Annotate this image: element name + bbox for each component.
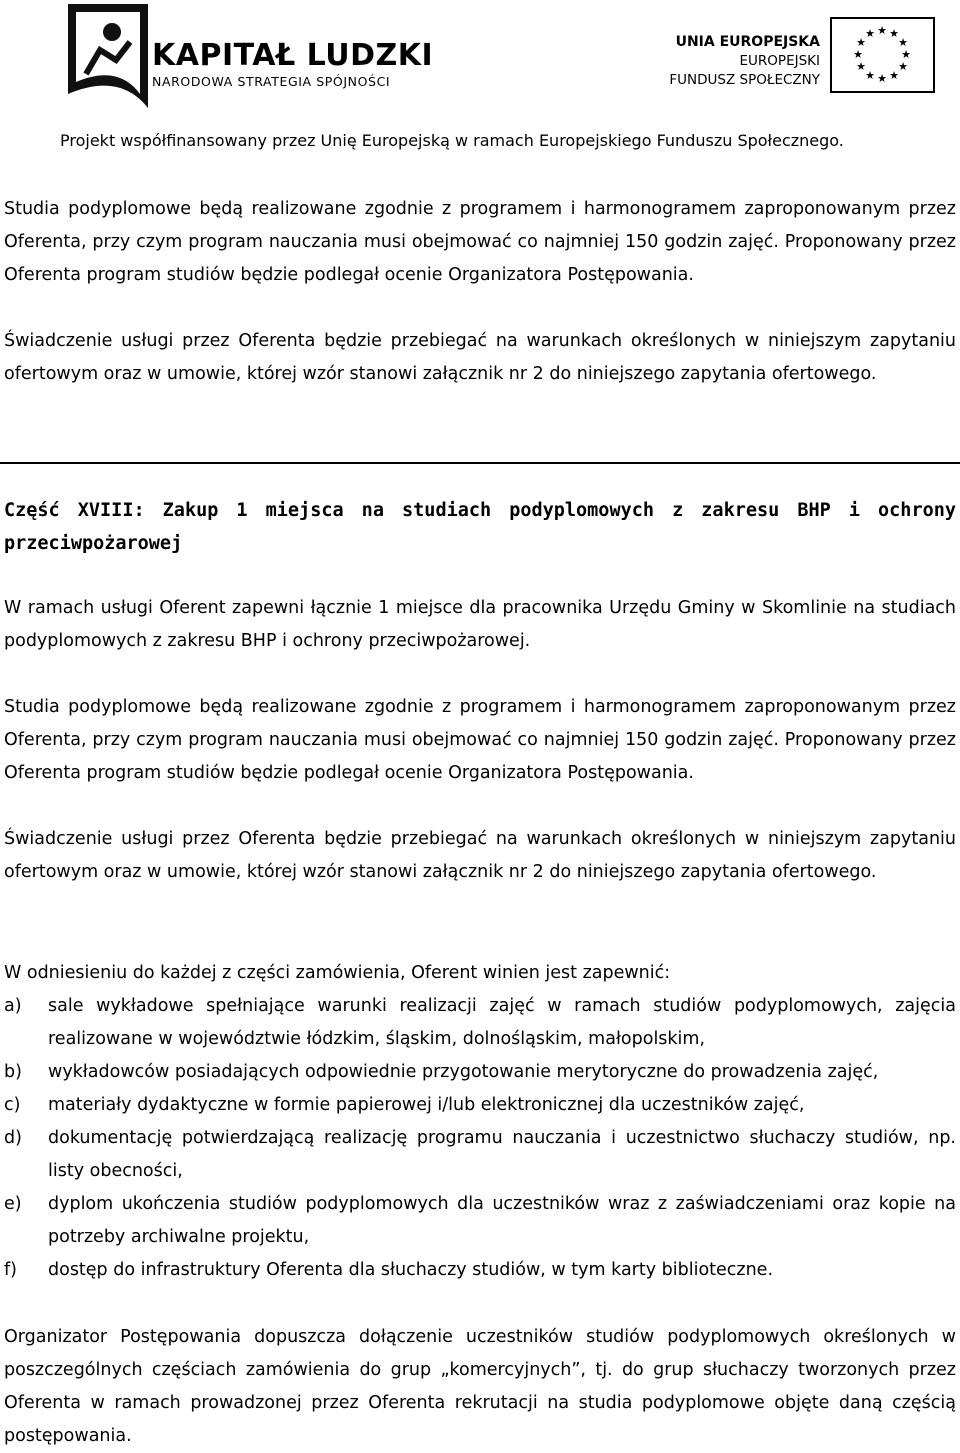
closing-paragraph: Organizator Postępowania dopuszcza dołączenie uczestników studiów podyplomowych określonych w poszczególnych częściach zamówienia do grup „komercyjnych”, tj. do grup słuchaczy tworzonych przez Oferenta w ramach prowadzonej przez Oferenta rekrutacji na studia podyplomowe objęte daną częścią postępowania.	[4, 1327, 956, 1446]
list-marker: e)	[4, 1194, 22, 1214]
eu-line-1: UNIA EUROPEJSKA	[675, 34, 820, 50]
svg-text:★: ★	[898, 36, 908, 49]
list-marker: c)	[4, 1095, 21, 1115]
kapital-ludzki-logo	[60, 2, 150, 110]
svg-text:★: ★	[865, 27, 875, 40]
eu-label	[669, 33, 820, 90]
list-item-text: sale wykładowe spełniające warunki realizacji zajęć w ramach studiów podyplomowych, zajęcia realizowane w województwie łódzkim, śląskim, dolnośląskim, małopolskim,	[48, 996, 956, 1049]
svg-text:★: ★	[901, 48, 911, 61]
list-intro: W odniesieniu do każdej z części zamówienia, Oferent winien jest zapewnić:	[4, 963, 671, 983]
svg-text:★: ★	[889, 27, 899, 40]
list-item	[4, 1254, 956, 1287]
eu-line-2: EUROPEJSKI	[739, 53, 820, 69]
svg-text:★: ★	[856, 60, 866, 73]
svg-text:★: ★	[877, 72, 887, 85]
list-item	[4, 1056, 956, 1089]
svg-text:★: ★	[853, 48, 863, 61]
svg-text:★: ★	[889, 69, 899, 82]
svg-text:★: ★	[856, 36, 866, 49]
section-heading: Część XVIII: Zakup 1 miejsca na studiach podyplomowych z zakresu BHP i ochrony przeciwpożarowej	[4, 500, 956, 554]
list-marker: a)	[4, 996, 22, 1016]
list-item-text: materiały dydaktyczne w formie papierowej i/lub elektronicznej dla uczestników zajęć,	[48, 1095, 805, 1115]
document-header	[0, 0, 960, 165]
list-marker: f)	[4, 1260, 17, 1280]
cofinancing-note: Projekt współfinansowany przez Unię Europejską w ramach Europejskiego Funduszu Społecznego.	[60, 131, 844, 150]
list-marker: b)	[4, 1062, 22, 1082]
list-item-text: wykładowców posiadających odpowiednie przygotowanie merytoryczne do prowadzenia zajęć,	[48, 1062, 879, 1082]
svg-text:★: ★	[877, 24, 887, 37]
eu-flag-icon	[830, 17, 935, 93]
section-paragraph-1: W ramach usługi Oferent zapewni łącznie 1 miejsce dla pracownika Urzędu Gminy w Skomlinie na studiach podyplomowych z zakresu BHP i ochrony przeciwpożarowej.	[4, 598, 956, 651]
eu-line-3: FUNDUSZ SPOŁECZNY	[669, 72, 820, 88]
section-paragraph-3: Świadczenie usługi przez Oferenta będzie przebiegać na warunkach określonych w niniejszym zapytaniu ofertowym oraz w umowie, której wzór stanowi załącznik nr 2 do niniejszego zapytania ofertowego.	[4, 829, 956, 882]
list-item	[4, 1089, 956, 1122]
list-item	[4, 1122, 956, 1188]
kapital-ludzki-title: KAPITAŁ LUDZKI	[152, 38, 434, 73]
svg-text:★: ★	[898, 60, 908, 73]
svg-text:★: ★	[865, 69, 875, 82]
top-paragraph-2: Świadczenie usługi przez Oferenta będzie przebiegać na warunkach określonych w niniejszym zapytaniu ofertowym oraz w umowie, której wzór stanowi załącznik nr 2 do niniejszego zapytania ofertowego.	[4, 331, 956, 384]
list-item	[4, 1188, 956, 1254]
list-item	[4, 990, 956, 1056]
requirements-list	[4, 990, 956, 1287]
list-item-text: dostęp do infrastruktury Oferenta dla słuchaczy studiów, w tym karty biblioteczne.	[48, 1260, 774, 1280]
list-item-text: dokumentację potwierdzającą realizację programu nauczania i uczestnictwo słuchaczy studiów, np. listy obecności,	[48, 1128, 956, 1181]
section-paragraph-2: Studia podyplomowe będą realizowane zgodnie z programem i harmonogramem zaproponowanym przez Oferenta, przy czym program nauczania musi obejmować co najmniej 150 godzin zajęć. Proponowany przez Oferenta program studiów będzie podlegał ocenie Organizatora Postępowania.	[4, 697, 956, 783]
list-item-text: dyplom ukończenia studiów podyplomowych dla uczestników wraz z zaświadczeniami oraz kopie na potrzeby archiwalne projektu,	[48, 1194, 956, 1247]
list-marker: d)	[4, 1128, 22, 1148]
kapital-ludzki-subtitle: NARODOWA STRATEGIA SPÓJNOŚCI	[152, 74, 391, 89]
section-divider	[0, 462, 960, 464]
top-paragraph-1: Studia podyplomowe będą realizowane zgodnie z programem i harmonogramem zaproponowanym przez Oferenta, przy czym program nauczania musi obejmować co najmniej 150 godzin zajęć. Proponowany przez Oferenta program studiów będzie podlegał ocenie Organizatora Postępowania.	[4, 199, 956, 285]
